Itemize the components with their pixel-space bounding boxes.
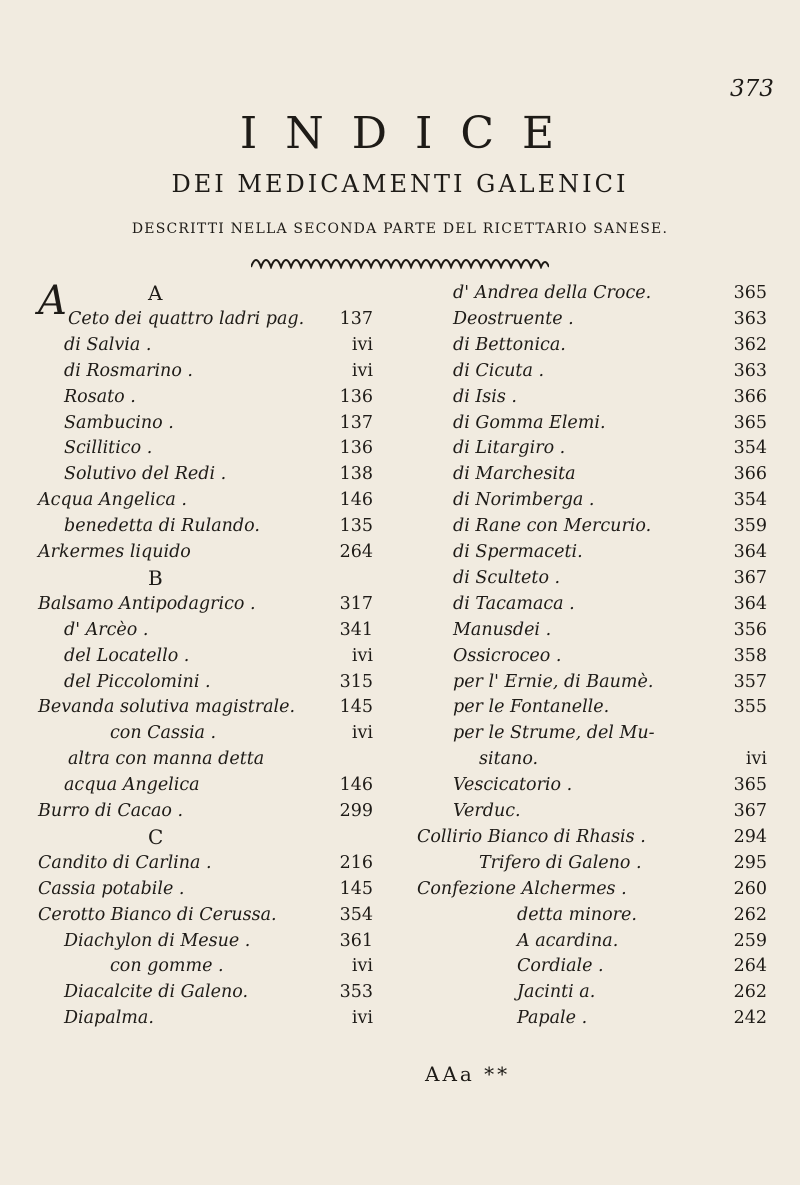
entry-page-number: 365 <box>733 283 767 303</box>
page-title: INDICE <box>239 108 583 159</box>
entry-title: sitano. <box>479 749 539 770</box>
index-entry <box>38 878 373 900</box>
entry-title: di Sculteto . <box>453 567 561 588</box>
entry-title: Papale . <box>517 1008 588 1029</box>
index-entry <box>417 437 767 459</box>
entry-page-number: 137 <box>339 308 373 329</box>
index-entry <box>417 645 767 667</box>
index-entry <box>38 774 373 796</box>
index-entry <box>38 1007 373 1029</box>
index-entry <box>417 1007 767 1029</box>
index-entry <box>417 981 767 1003</box>
index-entry <box>38 800 373 822</box>
entry-title: Acqua Angelica . <box>38 490 187 511</box>
entry-title: acqua Angelica <box>64 775 200 796</box>
section-letter <box>38 826 373 848</box>
entry-title: Deostruente . <box>453 308 574 329</box>
entry-title: del Piccolomini . <box>64 671 211 692</box>
index-entry <box>417 515 767 537</box>
entry-title: di Litargiro . <box>453 438 566 459</box>
entry-title: Sambucino . <box>64 412 174 433</box>
entry-title: Scillitico . <box>64 438 153 459</box>
entry-page-number: ivi <box>745 749 767 770</box>
entry-page-number: 299 <box>339 801 373 821</box>
index-entry <box>38 489 373 511</box>
entry-title: del Locatello . <box>64 645 190 666</box>
entry-page-number: 364 <box>733 542 767 562</box>
index-entry <box>417 567 767 589</box>
entry-title: per le Fontanelle. <box>453 697 610 718</box>
entry-page-number: 364 <box>733 593 767 614</box>
index-entry <box>38 722 373 744</box>
entry-page-number: 361 <box>339 930 373 951</box>
index-entry <box>417 593 767 615</box>
entry-title: di Tacamaca . <box>453 593 575 614</box>
index-entry <box>417 489 767 511</box>
entry-title: di Marchesita <box>453 464 576 485</box>
index-entry <box>417 696 767 718</box>
entry-title: di Bettonica. <box>453 334 566 355</box>
entry-page-number: 355 <box>733 697 767 718</box>
entry-title: per l' Ernie, di Baumè. <box>453 671 654 692</box>
entry-title: Ceto dei quattro ladri pag. <box>68 308 305 329</box>
entry-title: Solutivo del Redi . <box>64 464 227 485</box>
entry-page-number: ivi <box>351 723 373 744</box>
index-entry <box>38 930 373 952</box>
entry-title: di Salvia . <box>64 334 152 355</box>
index-left-column <box>38 277 378 1042</box>
index-entry <box>38 852 373 874</box>
index-right-column <box>417 282 767 1042</box>
index-entry <box>417 619 767 641</box>
entry-page-number: 367 <box>733 567 767 588</box>
entry-title: A acardina. <box>517 930 619 951</box>
page-subtitle: DEI MEDICAMENTI GALENICI <box>171 170 629 198</box>
index-entry <box>38 645 373 667</box>
entry-page-number: 366 <box>733 386 767 407</box>
entry-page-number: 354 <box>339 904 373 925</box>
index-entry <box>38 515 373 537</box>
index-entry <box>417 671 767 693</box>
entry-title: con gomme . <box>110 956 224 977</box>
entry-title: di Gomma Elemi. <box>453 412 606 433</box>
entry-page-number: ivi <box>351 645 373 666</box>
entry-page-number: 135 <box>339 516 373 537</box>
entry-page-number: 260 <box>733 878 767 899</box>
entry-title: Vescicatorio . <box>453 775 573 796</box>
entry-page-number: 315 <box>339 671 373 692</box>
index-entry <box>417 748 767 770</box>
entry-page-number: ivi <box>351 334 373 355</box>
entry-page-number: ivi <box>351 956 373 977</box>
index-entry <box>38 696 373 718</box>
entry-page-number: 363 <box>733 308 767 329</box>
entry-title: Jacinti a. <box>517 982 596 1003</box>
entry-title: Collirio Bianco di Rhasis . <box>417 826 646 847</box>
entry-page-number: 242 <box>733 1008 767 1029</box>
entry-title: Trifero di Galeno . <box>479 852 642 873</box>
entry-title: detta minore. <box>517 904 637 925</box>
entry-title: Cerotto Bianco di Cerussa. <box>38 904 277 925</box>
index-entry <box>38 334 373 356</box>
index-entry <box>38 955 373 977</box>
entry-page-number: 259 <box>733 930 767 951</box>
entry-title: Burro di Cacao . <box>38 801 184 821</box>
entry-title: Verduc. <box>453 801 521 821</box>
decorative-ornament-rule <box>251 253 549 269</box>
entry-title: d' Andrea della Croce. <box>453 283 652 303</box>
entry-title: benedetta di Rulando. <box>64 516 260 537</box>
entry-page-number: 362 <box>733 334 767 355</box>
index-entry <box>417 852 767 874</box>
entry-page-number: 216 <box>339 852 373 873</box>
page-subtitle-secondary: DESCRITTI NELLA SECONDA PARTE DEL RICETTARIO SANESE. <box>131 221 669 237</box>
entry-page-number: 145 <box>339 697 373 718</box>
entry-page-number: 366 <box>733 464 767 485</box>
index-entry <box>417 282 767 304</box>
index-entry <box>38 748 373 770</box>
index-entry <box>417 930 767 952</box>
entry-page-number: 136 <box>339 386 373 407</box>
entry-title: Cassia potabile . <box>38 878 185 899</box>
entry-page-number: 367 <box>733 801 767 821</box>
entry-page-number: 341 <box>339 619 373 640</box>
entry-page-number: 145 <box>339 878 373 899</box>
entry-title: Confezione Alchermes . <box>417 878 627 899</box>
index-entry <box>38 360 373 382</box>
entry-title: per le Strume, del Mu- <box>453 723 655 744</box>
index-entry <box>38 593 373 615</box>
entry-page-number: 137 <box>339 412 373 433</box>
index-entry <box>38 619 373 641</box>
entry-page-number: 354 <box>733 438 767 459</box>
entry-page-number: 353 <box>339 982 373 1003</box>
entry-title: Cordiale . <box>517 956 604 977</box>
entry-page-number: 358 <box>733 645 767 666</box>
index-entry <box>417 541 767 563</box>
entry-title: altra con manna detta <box>68 749 265 770</box>
index-entry <box>38 904 373 926</box>
entry-page-number: 262 <box>733 904 767 925</box>
index-entry <box>417 386 767 408</box>
entry-title: Diapalma. <box>64 1008 154 1029</box>
entry-title: Diachylon di Mesue . <box>64 930 251 951</box>
index-entry <box>38 437 373 459</box>
index-entry <box>417 722 767 744</box>
index-entry <box>38 412 373 434</box>
entry-title: di Rane con Mercurio. <box>453 516 652 537</box>
entry-title: Rosato . <box>64 386 136 407</box>
index-entry <box>38 463 373 485</box>
entry-page-number: 264 <box>733 956 767 977</box>
entry-page-number: 136 <box>339 438 373 459</box>
index-entry <box>417 955 767 977</box>
index-entry <box>417 308 767 330</box>
index-entry <box>417 463 767 485</box>
entry-title: di Cicuta . <box>453 360 545 381</box>
entry-page-number: 363 <box>733 360 767 381</box>
entry-title: di Rosmarino . <box>64 360 193 381</box>
entry-page-number: 317 <box>339 593 373 614</box>
entry-title: Ossicroceo . <box>453 645 562 666</box>
index-entry <box>38 541 373 563</box>
index-entry <box>417 800 767 822</box>
index-entry <box>417 774 767 796</box>
index-entry <box>417 878 767 900</box>
entry-page-number: 262 <box>733 982 767 1003</box>
entry-title: Diacalcite di Galeno. <box>64 982 249 1003</box>
entry-page-number: 146 <box>339 490 373 511</box>
entry-title: con Cassia . <box>110 723 217 744</box>
section-letter-text: B <box>148 565 163 590</box>
entry-page-number: 264 <box>339 542 373 562</box>
drop-cap-letter: A <box>38 277 67 324</box>
index-entry <box>38 386 373 408</box>
index-entry <box>417 334 767 356</box>
entry-page-number: ivi <box>351 360 373 381</box>
entry-page-number: ivi <box>351 1008 373 1029</box>
entry-page-number: 294 <box>733 826 767 847</box>
entry-title: di Isis . <box>453 386 517 407</box>
index-entry <box>417 904 767 926</box>
entry-title: Candito di Carlina . <box>38 852 212 873</box>
entry-page-number: 356 <box>733 619 767 640</box>
index-entry <box>38 671 373 693</box>
entry-page-number: 365 <box>733 775 767 796</box>
index-entry <box>38 277 373 330</box>
entry-page-number: 138 <box>339 464 373 485</box>
index-entry <box>38 981 373 1003</box>
section-letter-text: A <box>148 281 163 305</box>
entry-title: Arkermes liquido <box>38 542 191 562</box>
entry-title: di Norimberga . <box>453 490 595 511</box>
entry-page-number: 359 <box>733 516 767 537</box>
entry-title: Bevanda solutiva magistrale. <box>38 697 296 718</box>
index-entry <box>417 360 767 382</box>
entry-page-number: 295 <box>733 852 767 873</box>
entry-title: Manusdei . <box>453 619 552 640</box>
entry-page-number: 146 <box>339 775 373 796</box>
entry-page-number: 365 <box>733 412 767 433</box>
entry-page-number: 357 <box>733 671 767 692</box>
footer-signature: AAa ** <box>425 1062 511 1086</box>
section-letter <box>38 567 373 589</box>
section-letter <box>38 282 373 304</box>
section-letter-text: C <box>148 824 164 849</box>
entry-page-number: 354 <box>733 490 767 511</box>
entry-title: di Spermaceti. <box>453 542 583 562</box>
index-entry <box>417 412 767 434</box>
index-entry <box>417 826 767 848</box>
entry-title: Balsamo Antipodagrico . <box>38 593 256 614</box>
entry-title: d' Arcèo . <box>64 619 149 640</box>
page-number: 373 <box>730 76 774 102</box>
